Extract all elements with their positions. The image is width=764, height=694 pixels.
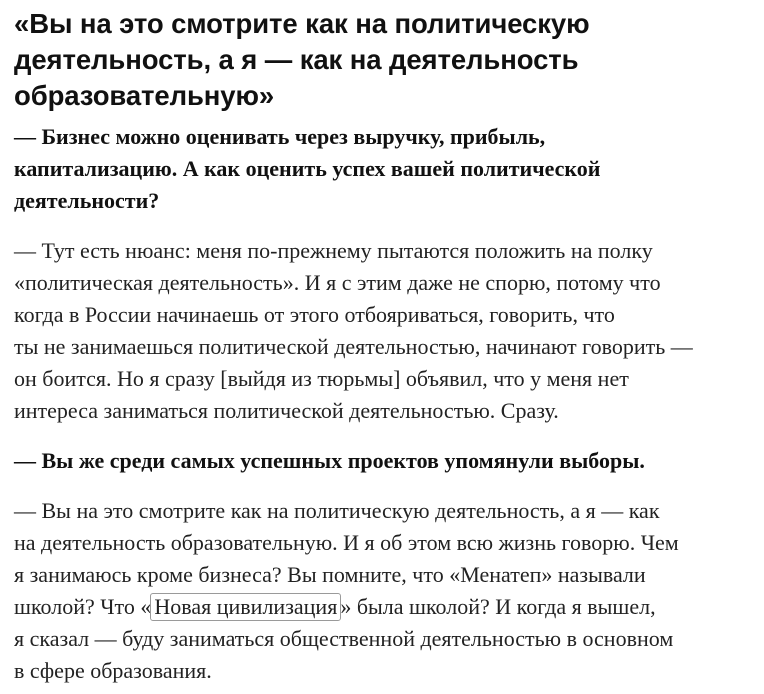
interview-question-1 xyxy=(14,121,758,217)
link-suffix-text: » была школой? И когда я вышел, xyxy=(340,594,656,619)
heading-line: образовательную» xyxy=(14,80,275,111)
question-line: — Вы же среди самых успешных проектов упомянули выборы. xyxy=(14,448,645,473)
question-line: капитализацию. А как оценить успех вашей политической xyxy=(14,156,601,181)
interview-answer-2 xyxy=(14,495,758,687)
heading-line: «Вы на это смотрите как на политическую xyxy=(14,8,590,39)
answer-line: ты не занимаешься политической деятельностью, начинают говорить — xyxy=(14,334,693,359)
interview-answer-1 xyxy=(14,235,758,427)
answer-line: я занимаюсь кроме бизнеса? Вы помните, что «Менатеп» называли xyxy=(14,562,646,587)
answer-line: интереса заниматься политической деятельностью. Сразу. xyxy=(14,398,559,423)
answer-line-with-link xyxy=(14,591,758,623)
question-line: — Бизнес можно оценивать через выручку, прибыль, xyxy=(14,124,546,149)
answer-line: я сказал — буду заниматься общественной деятельностью в основном xyxy=(14,626,674,651)
answer-line: — Вы на это смотрите как на политическую деятельность, а я — как xyxy=(14,498,660,523)
answer-line: «политическая деятельность». И я с этим даже не спорю, потому что xyxy=(14,270,661,295)
novaya-tsivilizatsiya-link[interactable]: Новая цивилизация xyxy=(150,593,341,621)
answer-line: на деятельность образовательную. И я об этом всю жизнь говорю. Чем xyxy=(14,530,679,555)
link-prefix-text: школой? Что « xyxy=(14,594,152,619)
answer-line: когда в России начинаешь от этого отбояриваться, говорить, что xyxy=(14,302,615,327)
heading-line: деятельность, а я — как на деятельность xyxy=(14,44,579,75)
answer-line: он боится. Но я сразу [выйдя из тюрьмы] объявил, что у меня нет xyxy=(14,366,629,391)
article xyxy=(14,6,758,687)
interview-question-2 xyxy=(14,445,758,477)
answer-line: — Тут есть нюанс: меня по-прежнему пытаются положить на полку xyxy=(14,238,653,263)
answer-line: в сфере образования. xyxy=(14,658,212,683)
article-heading xyxy=(14,6,758,114)
question-line: деятельности? xyxy=(14,188,160,213)
